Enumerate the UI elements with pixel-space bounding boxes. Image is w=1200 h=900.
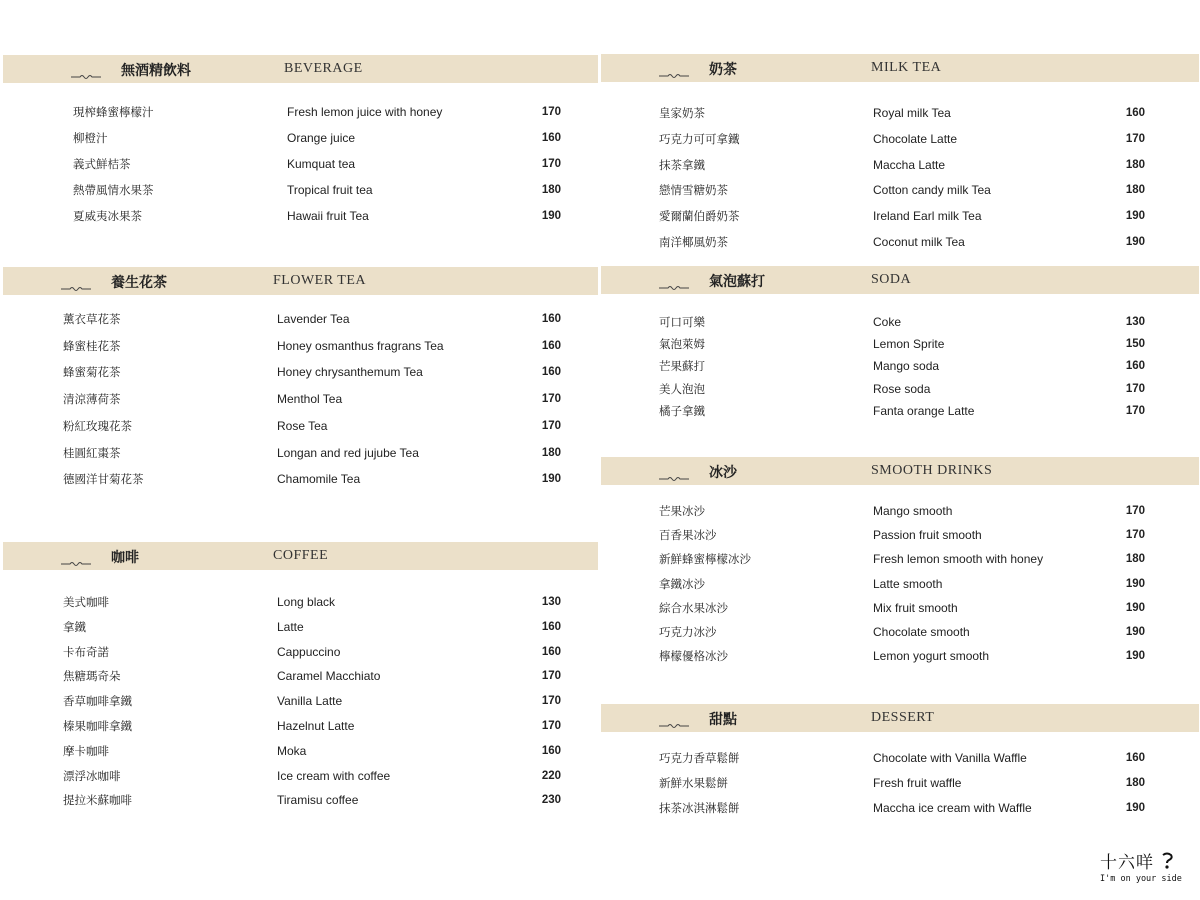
item-name-en: Longan and red jujube Tea: [277, 445, 419, 460]
menu-item: [659, 381, 1145, 397]
section-title-en: SMOOTH DRINKS: [871, 463, 993, 478]
menu-item: [659, 105, 1145, 121]
menu-item: [73, 130, 561, 146]
section-header: [3, 267, 598, 295]
section-title-en: FLOWER TEA: [273, 273, 367, 288]
item-price: 160: [541, 339, 561, 352]
ornament-icon: [71, 67, 101, 73]
menu-section-milk-tea: [601, 54, 1199, 249]
item-name-zh: 蜂蜜桂花茶: [63, 338, 121, 353]
item-name-zh: 南洋椰風奶茶: [659, 235, 728, 249]
item-name-en: Ireland Earl milk Tea: [873, 209, 982, 224]
item-name-zh: 抹茶冰淇淋鬆餅: [659, 800, 740, 815]
item-name-en: Mango smooth: [873, 504, 953, 518]
item-name-en: Cappuccino: [277, 644, 341, 659]
item-price: 170: [541, 419, 561, 432]
menu-item: [659, 131, 1145, 147]
menu-item: [63, 718, 561, 734]
ornament-icon: [659, 469, 689, 475]
item-name-en: Honey chrysanthemum Tea: [277, 365, 423, 380]
menu-item: [659, 750, 1145, 766]
section-header: [601, 457, 1199, 485]
item-name-zh: 皇家奶茶: [659, 106, 705, 120]
menu-item: [659, 600, 1145, 616]
section-header: [601, 704, 1199, 732]
item-price: 170: [1125, 529, 1145, 542]
item-name-en: Caramel Macchiato: [277, 669, 381, 684]
menu-item: [63, 338, 561, 354]
menu-item: [659, 775, 1145, 791]
item-name-zh: 焦糖瑪奇朵: [63, 669, 121, 684]
item-name-zh: 可口可樂: [659, 315, 705, 329]
item-price: 180: [541, 184, 561, 196]
menu-item: [659, 551, 1145, 567]
item-name-zh: 拿鐵冰沙: [659, 576, 705, 591]
item-price: 190: [541, 473, 561, 486]
item-name-en: Honey osmanthus fragrans Tea: [277, 338, 444, 353]
item-name-en: Mango soda: [873, 359, 940, 374]
section-title-zh: 咖啡: [111, 550, 139, 566]
menu-section-flower-tea: [3, 267, 598, 487]
item-name-zh: 戀情雪糖奶茶: [659, 183, 728, 198]
item-price: 170: [1125, 404, 1145, 417]
item-price: 160: [541, 132, 561, 144]
item-name-zh: 巧克力香草鬆餅: [659, 751, 740, 765]
item-name-zh: 熱帶風情水果茶: [73, 183, 154, 197]
item-price: 160: [1125, 107, 1145, 119]
item-name-zh: 拿鐵: [63, 619, 86, 634]
item-name-zh: 現榨蜂蜜檸檬汁: [73, 105, 154, 119]
item-name-zh: 抹茶拿鐵: [659, 157, 705, 172]
item-price: 160: [541, 744, 561, 757]
item-name-en: Fresh lemon smooth with honey: [873, 552, 1044, 567]
item-name-en: Lavender Tea: [277, 312, 350, 326]
item-name-zh: 芒果冰沙: [659, 504, 705, 518]
menu-item: [659, 157, 1145, 173]
section-title-zh: 無酒精飲料: [121, 63, 191, 79]
menu-item: [63, 418, 561, 434]
item-price: 190: [1125, 801, 1145, 814]
section-title-en: MILK TEA: [871, 60, 942, 75]
menu-item: [659, 403, 1145, 419]
item-name-en: Tropical fruit tea: [287, 183, 373, 197]
item-name-en: Maccha Latte: [873, 157, 946, 172]
ornament-icon: [61, 279, 91, 285]
item-price: 180: [1125, 184, 1145, 197]
menu-item: [63, 311, 561, 327]
item-price: 180: [1125, 776, 1145, 789]
item-name-en: Long black: [277, 595, 336, 609]
item-name-en: Kumquat tea: [287, 157, 356, 171]
item-name-en: Fresh lemon juice with honey: [287, 105, 443, 119]
section-title-zh: 養生花茶: [111, 275, 167, 291]
item-name-zh: 義式鮮桔茶: [73, 157, 131, 171]
item-name-zh: 巧克力可可拿鐵: [659, 131, 740, 146]
menu-item: [63, 668, 561, 684]
item-price: 160: [541, 366, 561, 379]
section-header: [601, 266, 1199, 294]
item-name-en: Latte smooth: [873, 576, 943, 591]
brand-mark: [1100, 848, 1190, 873]
item-price: 170: [541, 106, 561, 118]
item-price: 190: [1125, 626, 1145, 638]
section-title-en: DESSERT: [871, 710, 935, 725]
item-name-en: Tiramisu coffee: [277, 793, 359, 808]
menu-section-beverage: [3, 55, 598, 223]
item-price: 130: [541, 596, 561, 608]
item-name-en: Chocolate Latte: [873, 131, 958, 146]
item-name-en: Lemon yogurt smooth: [873, 649, 990, 664]
ornament-icon: [659, 716, 689, 722]
item-name-en: Moka: [277, 743, 307, 758]
item-price: 170: [1125, 132, 1145, 145]
item-name-zh: 柳橙汁: [73, 131, 108, 145]
section-title-en: COFFEE: [273, 548, 329, 563]
item-name-zh: 愛爾蘭伯爵奶茶: [659, 209, 740, 224]
item-name-en: Cotton candy milk Tea: [873, 183, 991, 198]
brand-logo: [1100, 848, 1190, 884]
item-name-zh: 綜合水果冰沙: [659, 600, 728, 615]
item-name-zh: 檸檬優格冰沙: [659, 649, 728, 664]
menu-item: [63, 693, 561, 709]
ornament-icon: [659, 278, 689, 284]
menu-item: [659, 648, 1145, 664]
item-name-en: Menthol Tea: [277, 392, 343, 407]
menu-section-coffee: [3, 542, 598, 808]
item-name-zh: 新鮮水果鬆餅: [659, 775, 728, 790]
menu-item: [63, 364, 561, 380]
item-name-zh: 美式咖啡: [63, 595, 109, 609]
item-name-en: Chocolate with Vanilla Waffle: [873, 751, 1027, 765]
item-price: 160: [541, 620, 561, 633]
menu-item: [659, 182, 1145, 198]
item-name-zh: 氣泡萊姆: [659, 337, 705, 352]
item-price: 170: [1125, 382, 1145, 395]
menu-item: [63, 768, 561, 784]
brand-tagline: I'm on your side: [1100, 874, 1182, 884]
menu-item: [63, 644, 561, 660]
item-name-zh: 橘子拿鐵: [659, 403, 705, 418]
item-name-en: Maccha ice cream with Waffle: [873, 800, 1032, 815]
item-name-zh: 提拉米蘇咖啡: [63, 793, 132, 808]
item-price: 170: [1125, 505, 1145, 517]
menu-item: [63, 445, 561, 461]
item-price: 170: [541, 720, 561, 732]
item-price: 160: [1125, 360, 1145, 373]
item-price: 190: [1125, 650, 1145, 663]
item-price: 230: [541, 794, 561, 807]
menu-item: [659, 358, 1145, 374]
item-name-zh: 卡布奇諾: [63, 644, 109, 659]
item-price: 190: [1125, 577, 1145, 590]
section-header: [601, 54, 1199, 82]
item-price: 150: [1125, 338, 1145, 351]
item-name-zh: 榛果咖啡拿鐵: [63, 719, 132, 733]
menu-item: [73, 104, 561, 120]
menu-item: [73, 208, 561, 224]
item-price: 190: [1125, 601, 1145, 614]
ornament-icon: [61, 554, 91, 560]
item-name-en: Lemon Sprite: [873, 337, 945, 352]
item-name-zh: 清涼薄荷茶: [63, 392, 121, 407]
item-price: 180: [1125, 158, 1145, 171]
item-name-en: Coke: [873, 315, 902, 329]
item-price: 130: [1125, 316, 1145, 328]
section-title-zh: 奶茶: [709, 62, 737, 78]
section-title-en: BEVERAGE: [284, 61, 363, 76]
item-name-en: Rose Tea: [277, 418, 328, 433]
item-name-zh: 粉紅玫瑰花茶: [63, 418, 132, 433]
item-name-en: Royal milk Tea: [873, 106, 951, 120]
item-price: 190: [1125, 236, 1145, 248]
item-name-zh: 百香果冰沙: [659, 528, 717, 543]
menu-item: [73, 182, 561, 198]
item-price: 220: [541, 769, 561, 782]
item-price: 190: [541, 210, 561, 222]
item-name-zh: 夏威夷冰果茶: [73, 209, 142, 223]
menu-item: [659, 234, 1145, 250]
section-header: [3, 55, 598, 83]
item-price: 180: [541, 446, 561, 459]
item-name-zh: 桂圓紅棗茶: [63, 445, 121, 460]
brand-name: 十六咩: [1100, 853, 1154, 873]
item-price: 160: [541, 645, 561, 658]
item-price: 180: [1125, 553, 1145, 566]
menu-item: [659, 208, 1145, 224]
menu-item: [73, 156, 561, 172]
menu-section-dessert: [601, 704, 1199, 815]
item-name-zh: 漂浮冰咖啡: [63, 768, 121, 783]
item-name-zh: 蜂蜜菊花茶: [63, 365, 121, 380]
menu-section-smooth-drinks: [601, 457, 1199, 664]
section-header: [3, 542, 598, 570]
speech-bubble-icon: [1160, 852, 1174, 870]
item-name-zh: 新鮮蜂蜜檸檬冰沙: [659, 552, 751, 567]
ornament-icon: [659, 66, 689, 72]
item-name-en: Vanilla Latte: [277, 694, 343, 709]
item-name-en: Latte: [277, 619, 304, 634]
menu-item: [659, 503, 1145, 519]
item-price: 170: [541, 670, 561, 683]
item-name-en: Passion fruit smooth: [873, 528, 982, 543]
menu-item: [63, 792, 561, 808]
item-price: 170: [541, 158, 561, 170]
menu-item: [63, 743, 561, 759]
item-name-en: Hazelnut Latte: [277, 719, 355, 733]
item-name-en: Ice cream with coffee: [277, 768, 391, 783]
item-name-en: Mix fruit smooth: [873, 600, 958, 615]
section-title-zh: 冰沙: [709, 465, 737, 481]
menu-item: [659, 527, 1145, 543]
item-name-en: Chocolate smooth: [873, 625, 970, 639]
item-price: 170: [541, 695, 561, 708]
item-name-zh: 摩卡咖啡: [63, 743, 109, 758]
item-name-en: Hawaii fruit Tea: [287, 209, 369, 223]
menu-item: [659, 314, 1145, 330]
item-name-zh: 香草咖啡拿鐵: [63, 694, 132, 709]
menu-section-soda: [601, 266, 1199, 418]
item-price: 190: [1125, 210, 1145, 223]
item-name-en: Fanta orange Latte: [873, 403, 975, 418]
section-title-zh: 氣泡蘇打: [709, 274, 765, 290]
item-name-en: Fresh fruit waffle: [873, 775, 962, 790]
section-title-en: SODA: [871, 272, 912, 287]
item-price: 170: [541, 393, 561, 406]
menu-item: [63, 471, 561, 487]
item-name-zh: 芒果蘇打: [659, 359, 705, 374]
item-name-en: Coconut milk Tea: [873, 235, 965, 249]
item-price: 160: [541, 313, 561, 325]
menu-item: [63, 391, 561, 407]
menu-item: [63, 594, 561, 610]
item-name-en: Orange juice: [287, 131, 356, 145]
menu-item: [659, 576, 1145, 592]
menu-item: [659, 336, 1145, 352]
menu-item: [659, 800, 1145, 816]
section-title-zh: 甜點: [709, 712, 737, 728]
item-name-zh: 薰衣草花茶: [63, 312, 121, 326]
menu-item: [659, 624, 1145, 640]
item-name-zh: 德國洋甘菊花茶: [63, 472, 144, 487]
item-name-zh: 美人泡泡: [659, 381, 705, 396]
item-price: 160: [1125, 752, 1145, 764]
item-name-en: Chamomile Tea: [277, 472, 361, 487]
item-name-zh: 巧克力冰沙: [659, 625, 717, 639]
item-name-en: Rose soda: [873, 381, 931, 396]
menu-item: [63, 619, 561, 635]
